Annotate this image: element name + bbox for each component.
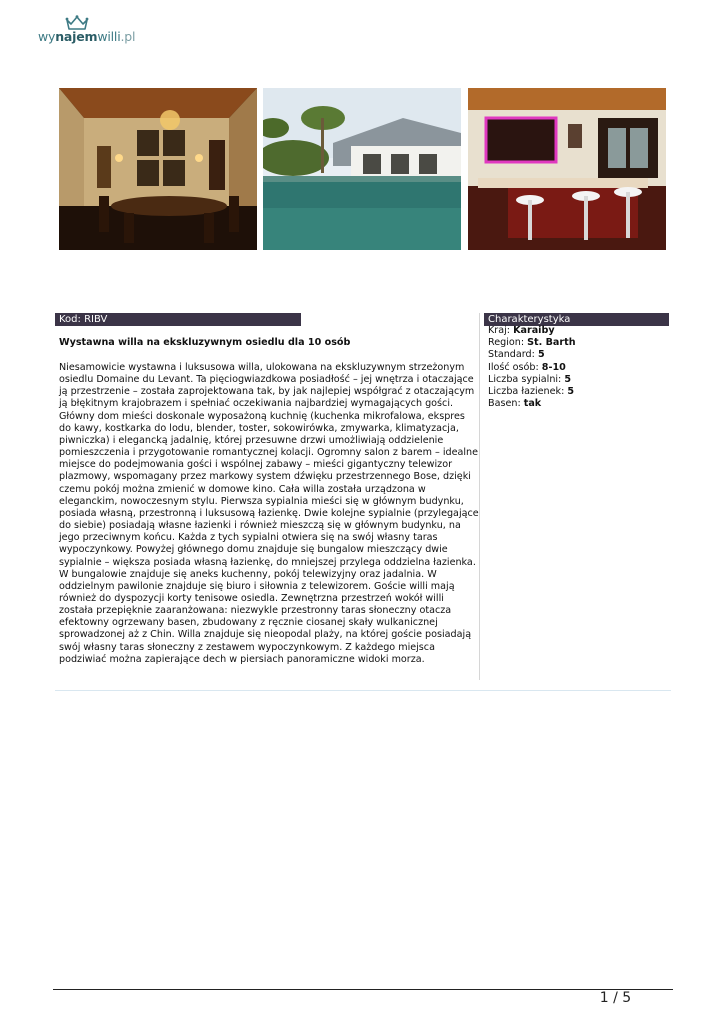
bar-photo <box>468 88 666 250</box>
section-divider <box>55 690 671 691</box>
footer-rule <box>53 989 673 990</box>
offer-code-bar: Kod: RIBV <box>55 313 301 326</box>
logo-wordmark: wynajemwilli.pl <box>38 29 136 44</box>
char-standard: Standard: 5 <box>488 349 545 361</box>
pool-photo <box>263 88 461 250</box>
char-region: Region: St. Barth <box>488 337 576 349</box>
offer-title: Wystawna willa na ekskluzywnym osiedlu dla 10 osób <box>59 337 351 348</box>
site-logo[interactable] <box>38 15 136 49</box>
characteristics-list <box>488 325 576 410</box>
dining-room-photo <box>59 88 257 250</box>
char-bedrooms: Liczba sypialni: 5 <box>488 373 572 385</box>
characteristics-header: Charakterystyka <box>484 313 669 326</box>
char-country: Kraj: Karaiby <box>488 325 555 336</box>
char-guests: Ilość osób: 8-10 <box>488 361 566 373</box>
char-bathrooms: Liczba łazienek: 5 <box>488 386 575 398</box>
offer-description: Niesamowicie wystawna i luksusowa willa, ulokowana na ekskluzywnym strzeżonym osiedlu Domaine du Levant. Ta pięciogwiazdkowa posiadłość – jej wnętrza i otaczające ją przestrzenie – została zaprojektowana tak, by jak najlepiej współgrać z otaczającym ją błękitnym krajobrazem i spełniać oczekiwania najbardziej wymagających gości. Główny dom mieści doskonale wyposażoną kuchnię (kuchenka mikrofalowa, ekspres do kawy, kostkarka do lodu, blender, toster, sokowirówka, zmywarka, klimatyzacja, piwniczka) i elegancką jadalnię, której przesuwne drzwi umożliwiają oddzielenie pomieszczenia i przygotowanie romantycznej kolacji. Ogromny salon z barem – idealne miejsce do podejmowania gości i wspólnej zabawy – mieści gigantyczny telewizor plazmowy, wspomagany przez markowy system dźwięku przestrzennego Bose, dzięki czemu pokój można zmienić w domowe kino. Cała willa została urządzona w eleganckim, nowoczesnym stylu. Pierwsza sypialnia mieści się w głównym budynku, posiada własną, przestronną i luksusową łazienkę. Dwie kolejne sypialnie (przylegające do siebie) posiadają własne łazienki i również mieszczą się w głównym budynku, na jego przeciwnym końcu. Każda z tych sypialni otwiera się na swój własny taras wypoczynkowy. Powyżej głównego domu znajduje się bungalow mieszczący dwie sypialnie – większa posiada własną łazienkę, do mniejszej przylega oddzielna łazienka. W bungalowie znajduje się aneks kuchenny, pokój telewizyjny oraz jadalnia. W oddzielnym pawilonie znajduje się biuro i siłownia z telewizorem. Goście willi mają również do dyspozycji korty tenisowe osiedla. Zewnętrzna przestrzeń wokół willi została przepięknie zaaranżowana: niezwykle przestronny taras słoneczny otacza efektowny ogrzewany basen, zbudowany z ręcznie ciosanej skały wulkanicznej sprowadzonej aż z Chin. Willa znajduje się nieopodal plaży, na której goście posiadają swój własny taras słoneczny z zestawem wypoczynkowym. Z każdego miejsca podziwiać można zapierające dech w piersiach panoramiczne widoki morza. <box>59 362 479 665</box>
page-number: 1 / 5 <box>599 990 632 1006</box>
char-pool: Basen: tak <box>488 398 542 410</box>
column-divider <box>479 313 480 680</box>
